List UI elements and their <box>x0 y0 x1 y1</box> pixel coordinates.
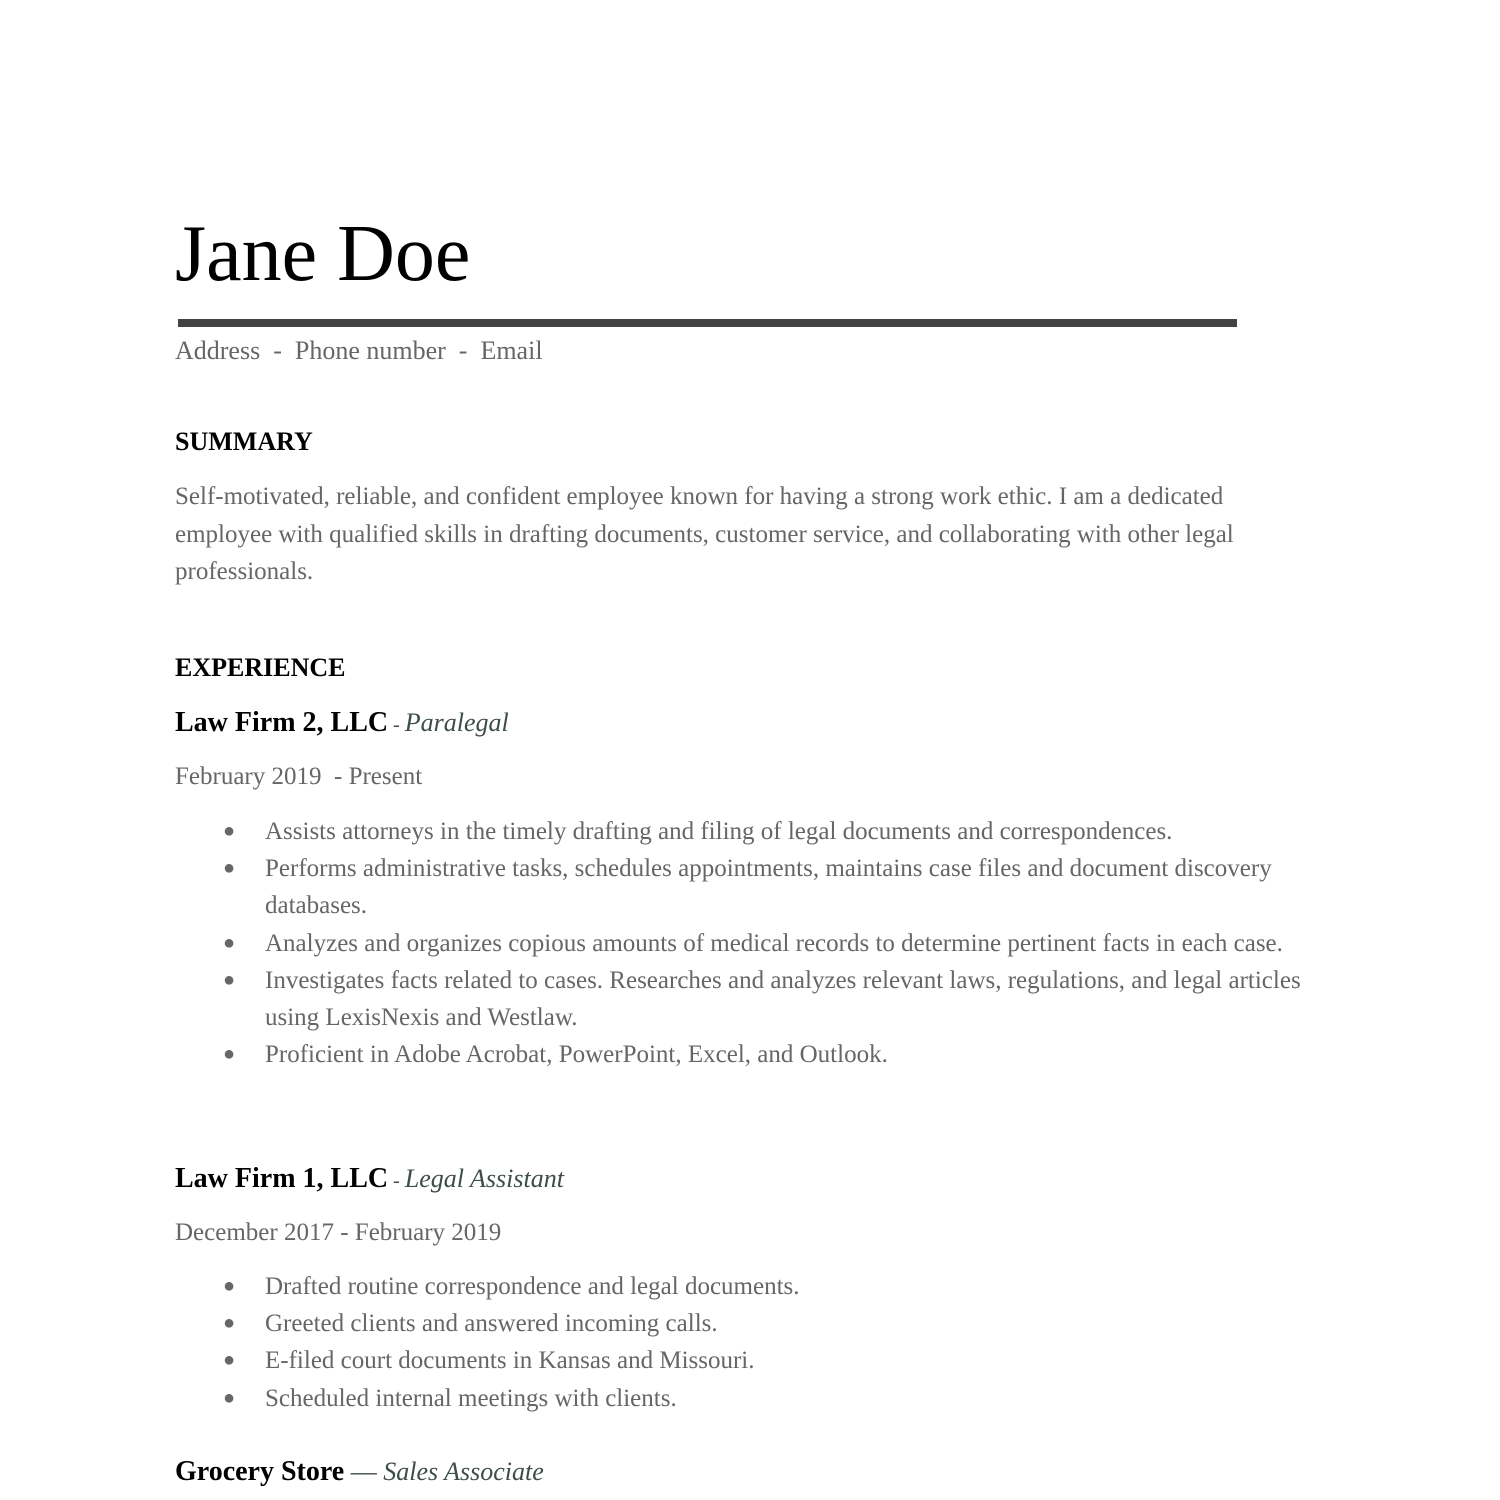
list-item <box>175 962 1325 1036</box>
bullet-icon: ● <box>223 968 236 991</box>
bullet-icon: ● <box>223 1043 236 1066</box>
bullet-text: Analyzes and organizes copious amounts of medical records to determine pertinent facts in each case. <box>265 929 1283 957</box>
bullet-text: Performs administrative tasks, schedules appointments, maintains case files and document discovery databases. <box>265 855 1272 920</box>
list-item <box>175 850 1325 924</box>
company: Law Firm 2, LLC <box>175 707 389 738</box>
bullet-icon: ● <box>223 820 236 842</box>
contact-line: Address - Phone number - Email <box>175 336 543 365</box>
list-item <box>175 1342 1325 1379</box>
job-bullets <box>175 813 1325 1073</box>
job-title: Paralegal <box>404 708 509 737</box>
bullet-icon: ● <box>223 1386 236 1409</box>
bullet-text: Assists attorneys in the timely drafting and filing of legal documents and correspondences. <box>265 818 1173 845</box>
list-item <box>175 1036 1325 1073</box>
header-divider <box>178 319 1237 327</box>
bullet-text: E-filed court documents in Kansas and Missouri. <box>265 1347 755 1375</box>
company: Grocery Store <box>175 1456 345 1487</box>
bullet-text: Greeted clients and answered incoming calls. <box>265 1310 718 1338</box>
separator: — <box>344 1457 384 1486</box>
bullet-icon: ● <box>223 857 236 880</box>
bullet-text: Drafted routine correspondence and legal documents. <box>265 1273 800 1300</box>
job-dates: February 2019 - Present <box>175 763 423 790</box>
bullet-icon: ● <box>223 1312 236 1335</box>
resume-name: Jane Doe <box>175 210 471 298</box>
separator: - <box>388 714 405 736</box>
bullet-text: Scheduled internal meetings with clients. <box>265 1384 677 1412</box>
job-bullets <box>175 1268 1325 1417</box>
list-item <box>175 925 1325 962</box>
bullet-icon: ● <box>223 1275 236 1297</box>
separator: - <box>388 1170 405 1192</box>
list-item <box>175 813 1325 850</box>
company: Law Firm 1, LLC <box>175 1163 389 1194</box>
list-item <box>175 1305 1325 1342</box>
summary-text: Self-motivated, reliable, and confident employee known for having a strong work ethic. I am a dedicated employee with qualified skills in drafting documents, customer service, and collaborating with other legal professionals. <box>175 483 1234 585</box>
job-heading <box>175 705 509 743</box>
list-item <box>175 1268 1325 1305</box>
summary-heading: SUMMARY <box>175 427 313 456</box>
job-title: Sales Associate <box>383 1457 544 1486</box>
list-item <box>175 1380 1325 1417</box>
experience-heading: EXPERIENCE <box>175 653 346 682</box>
bullet-icon: ● <box>223 1349 236 1372</box>
bullet-text: Proficient in Adobe Acrobat, PowerPoint, Excel, and Outlook. <box>265 1041 888 1069</box>
job-heading <box>175 1454 544 1490</box>
job-title: Legal Assistant <box>404 1164 564 1193</box>
bullet-text: Investigates facts related to cases. Researches and analyzes relevant laws, regulations, and legal articles using LexisNexis and Westlaw. <box>265 966 1301 1032</box>
job-dates: December 2017 - February 2019 <box>175 1219 502 1246</box>
bullet-icon: ● <box>223 931 236 954</box>
job-heading <box>175 1161 564 1199</box>
